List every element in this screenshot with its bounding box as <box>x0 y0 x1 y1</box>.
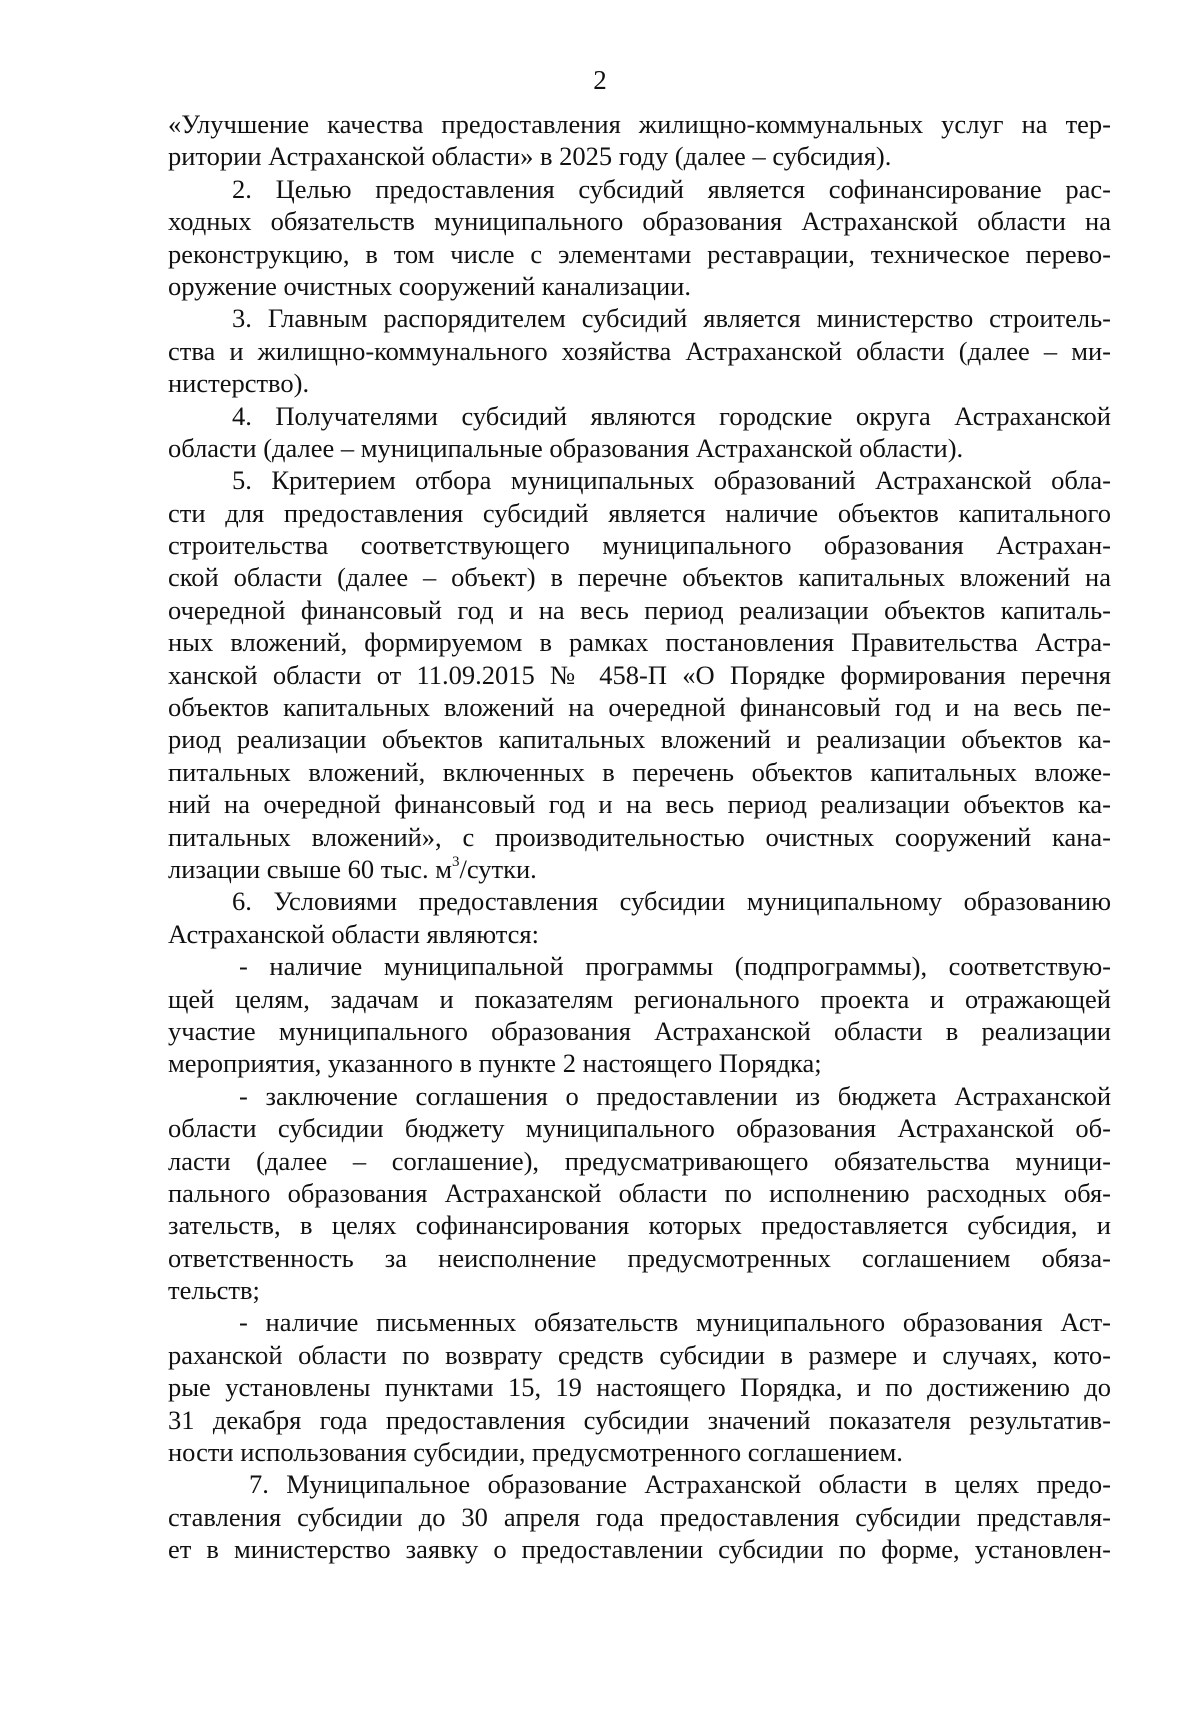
text-line: «Улучшение качества предоставления жилищно-коммунальных услуг на тер- <box>168 109 1111 139</box>
text-line: области (далее – муниципальные образования Астраханской области). <box>168 432 964 463</box>
document-body <box>168 108 1111 1566</box>
unit-line-text: лизации свыше 60 тыс. м <box>168 853 452 884</box>
text-line: питальных вложений», с производительностью очистных сооружений кана- <box>168 821 1111 852</box>
text-line: объектов капитальных вложений на очередной финансовый год и на весь пе- <box>168 692 1111 723</box>
text-line: ности использования субсидии, предусмотренного соглашением. <box>168 1437 903 1468</box>
text-line: сти для предоставления субсидий является наличие объектов капитального <box>168 497 1111 528</box>
text-line: Астраханской области являются: <box>168 918 539 949</box>
text-line: ходных обязательств муниципального образования Астраханской области на <box>168 206 1111 237</box>
paragraph-3-line: 3. Главным распорядителем субсидий является министерство строитель- <box>232 303 1111 334</box>
text-line: пального образования Астраханской области по исполнению расходных обя- <box>168 1177 1111 1208</box>
text-line: области субсидии бюджету муниципального образования Астраханской об- <box>168 1113 1111 1144</box>
text-line: 31 декабря года предоставления субсидии значений показателя результатив- <box>168 1404 1111 1435</box>
bullet-2-line: - заключение соглашения о предоставлении из бюджета Астраханской <box>239 1080 1111 1111</box>
paragraph-5-line: 5. Критерием отбора муниципальных образований Астраханской обла- <box>232 465 1111 496</box>
text-line: раханской области по возврату средств субсидии в размере и случаях, кото- <box>168 1339 1111 1370</box>
text-line: ных вложений, формируемом в рамках постановления Правительства Астра- <box>168 627 1111 658</box>
text-line: зательств, в целях софинансирования которых предоставляется субсидия, и <box>168 1210 1111 1241</box>
text-line: ласти (далее – соглашение), предусматривающего обязательства муници- <box>168 1145 1111 1176</box>
paragraph-6-line: 6. Условиями предоставления субсидии муниципальному образованию <box>232 886 1111 917</box>
paragraph-4-line: 4. Получателями субсидий являются городские округа Астраханской <box>232 400 1111 431</box>
text-line: строительства соответствующего муниципального образования Астрахан- <box>168 530 1111 561</box>
text-line: питальных вложений, включенных в перечень объектов капитальных вложе- <box>168 756 1111 787</box>
text-line: мероприятия, указанного в пункте 2 настоящего Порядка; <box>168 1048 822 1079</box>
text-line: ответственность за неисполнение предусмотренных соглашением обяза- <box>168 1242 1111 1273</box>
text-line: очередной финансовый год и на весь период реализации объектов капиталь- <box>168 594 1111 625</box>
text-line: щей целям, задачам и показателям регионального проекта и отражающей <box>168 983 1111 1014</box>
cubic-superscript: 3 <box>451 853 460 870</box>
unit-line-tail: /сутки. <box>459 853 537 884</box>
text-line: участие муниципального образования Астраханской области в реализации <box>168 1015 1111 1046</box>
text-line: риод реализации объектов капитальных вложений и реализации объектов ка- <box>168 724 1111 755</box>
text-line: ритории Астраханской области» в 2025 году (далее – субсидия). <box>168 141 892 172</box>
text-line: ний на очередной финансовый год и на весь период реализации объектов ка- <box>168 789 1111 820</box>
text-line: ставления субсидии до 30 апреля года предоставления субсидии представля- <box>168 1501 1111 1532</box>
page-number: 2 <box>593 65 607 95</box>
text-line: ской области (далее – объект) в перечне объектов капитальных вложений на <box>168 562 1111 593</box>
text-line: оружение очистных сооружений канализации. <box>168 270 691 301</box>
bullet-3-line: - наличие письменных обязательств муниципального образования Аст- <box>239 1307 1111 1338</box>
text-line: рые установлены пунктами 15, 19 настоящего Порядка, и по достижению до <box>168 1372 1111 1403</box>
text-line: ства и жилищно-коммунального хозяйства Астраханской области (далее – ми- <box>168 335 1111 366</box>
paragraph-7-line: 7. Муниципальное образование Астраханской области в целях предо- <box>249 1469 1111 1500</box>
text-line: тельств; <box>168 1275 260 1306</box>
unit-line <box>168 853 1111 885</box>
paragraph-2-line: 2. Целью предоставления субсидий является софинансирование рас- <box>232 173 1111 204</box>
text-line: нистерство). <box>168 368 310 399</box>
text-line: реконструкцию, в том числе с элементами реставрации, техническое перево- <box>168 238 1111 269</box>
text-line: ет в министерство заявку о предоставлении субсидии по форме, установлен- <box>168 1534 1111 1565</box>
text-line: ханской области от 11.09.2015 № 458-П «О Порядке формирования перечня <box>168 659 1111 690</box>
bullet-1-line: - наличие муниципальной программы (подпрограммы), соответствую- <box>239 951 1111 982</box>
